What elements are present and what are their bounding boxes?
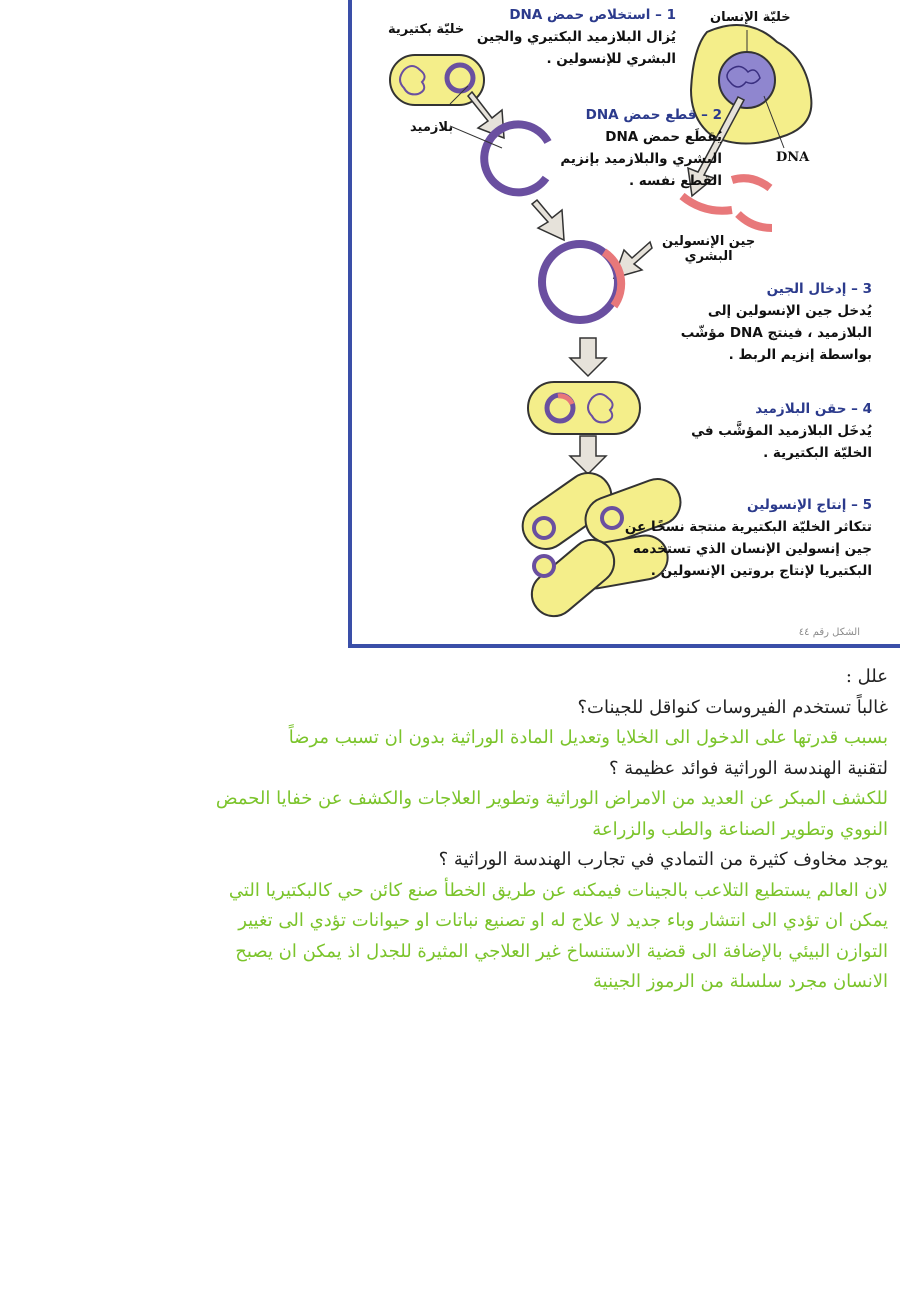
step-2-line: القطع نفسه .	[628, 173, 722, 189]
insulin-gene-label-line1: جين الإنسولين	[662, 234, 756, 249]
step-5	[625, 494, 872, 582]
question-2: لتقنية الهندسة الوراثية فوائد عظيمة ؟	[608, 757, 888, 779]
step-3	[681, 278, 872, 366]
step-5-line: جين إنسولين الإنسان الذي تستخدمه	[632, 541, 872, 557]
insulin-gene-label	[662, 234, 755, 264]
bacterial-cell-label: خليّة بكتيرية	[388, 22, 465, 37]
answer-3-line: التوازن البيئي بالإضافة الى قضية الاستنساخ غير العلاجي المثيرة للجدل اذ يمكن ان يصبح	[235, 940, 888, 962]
plasmid-label: بلازميد	[410, 120, 454, 135]
step-3-line: البلازميد ، فينتج DNA مؤشّب	[680, 325, 872, 341]
step-1	[477, 4, 676, 70]
step-4-title: 4 – حقن البلازميد	[755, 401, 872, 417]
answer-2-line: للكشف المبكر عن العديد من الامراض الوراثية وتطوير العلاجات والكشف عن خفايا الحمض	[215, 788, 888, 809]
question-1: غالباً تستخدم الفيروسات كنواقل للجينات؟	[577, 696, 888, 718]
step-1-title: 1 – استخلاص حمض DNA	[509, 7, 676, 23]
dna-label: DNA	[776, 150, 810, 165]
insulin-gene-label-line2: البشري	[684, 249, 733, 264]
section-heading: علل :	[845, 666, 888, 687]
step-5-title: 5 – إنتاج الإنسولين	[747, 497, 872, 513]
human-cell-label: خليّة الإنسان	[710, 10, 791, 25]
answer-3-line: لان العالم يستطيع التلاعب بالجينات فيمكنه عن طريق الخطأ صنع كائن حي كالبكتيريا التي	[228, 879, 888, 901]
step-2-line: البشري والبلازميد بإنزيم	[560, 151, 722, 167]
answer-3-line: يمكن ان تؤدي الى انتشار وباء جديد لا علاج له او تصنيع نباتات او حيوانات تؤدي الى تغيير	[238, 910, 888, 931]
answer-2-line: النووي وتطوير الصناعة والطب والزراعة	[592, 818, 888, 840]
step-2-line: يُقطَع حمض DNA	[605, 129, 722, 145]
question-3: يوجد مخاوف كثيرة من التمادي في تجارب الهندسة الوراثية ؟	[438, 849, 888, 870]
step-2	[560, 104, 722, 192]
step-5-line: تتكاثر الخليّة البكتيرية منتجة نسخًا عن	[624, 519, 872, 535]
answer-3-line: الانسان مجرد سلسلة من الرموز الجينية	[592, 971, 888, 992]
step-3-line: يُدخل جين الإنسولين إلى	[707, 303, 872, 319]
figure-caption: الشكل رقم ٤٤	[798, 627, 860, 638]
questions-answers	[28, 662, 888, 998]
step-2-title: 2 – قطع حمض DNA	[585, 107, 722, 123]
step-1-line: البشري للإنسولين .	[546, 51, 676, 67]
step-5-line: البكتيريا لإنتاج بروتين الإنسولين .	[650, 563, 872, 579]
insulin-diagram	[348, 0, 900, 648]
step-4-line: يُدخَل البلازميد المؤشَّب في	[691, 423, 872, 439]
step-4-line: الخليّة البكتيرية .	[763, 445, 872, 461]
answer-1-line: بسبب قدرتها على الدخول الى الخلايا وتعديل المادة الوراثية بدون ان تسبب مرضاً	[288, 727, 888, 748]
step-3-title: 3 – إدخال الجين	[766, 281, 872, 297]
step-1-line: يُزال البلازميد البكتيري والجين	[476, 29, 676, 45]
step-3-line: بواسطة إنزيم الربط .	[728, 347, 872, 363]
step-4	[691, 398, 872, 464]
